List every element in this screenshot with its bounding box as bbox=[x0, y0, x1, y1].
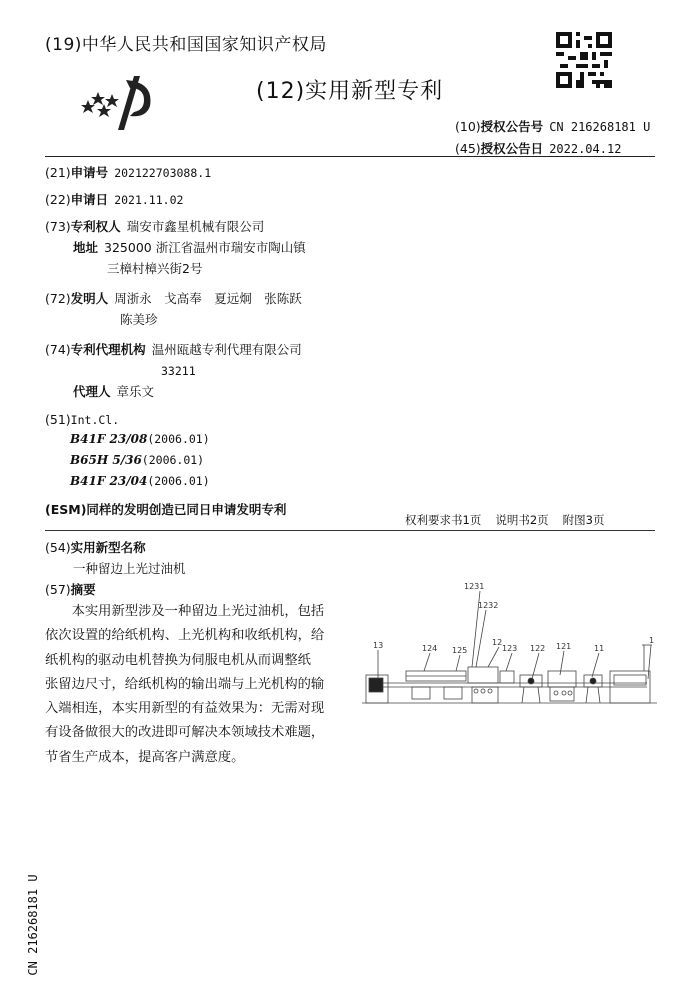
label-124: 124 bbox=[422, 644, 438, 653]
field-code: (51) bbox=[45, 412, 71, 427]
label-125: 125 bbox=[452, 646, 468, 655]
pub-date-code: (45) bbox=[455, 141, 481, 156]
ipc-version: (2006.01) bbox=[141, 453, 205, 467]
office-name: 中华人民共和国国家知识产权局 bbox=[81, 35, 327, 55]
field-value: 瑞安市鑫星机械有限公司 bbox=[126, 219, 265, 234]
field-label: 地址 bbox=[73, 240, 99, 255]
field-label: 摘要 bbox=[70, 582, 96, 597]
claims-count: 权利要求书1页 bbox=[405, 513, 482, 527]
inventors-field bbox=[45, 289, 302, 309]
publication-number-row bbox=[455, 117, 650, 135]
field-value: 温州瓯越专利代理有限公司 bbox=[151, 342, 302, 357]
qr-code-icon bbox=[556, 32, 612, 88]
label-1: 1 bbox=[649, 636, 655, 645]
field-value: 章乐文 bbox=[116, 384, 155, 399]
inventors-line2: 陈美珍 bbox=[120, 312, 158, 327]
field-code: (21) bbox=[45, 165, 71, 180]
agency-code: 33211 bbox=[161, 364, 196, 378]
document-type bbox=[256, 74, 443, 105]
field-label: 专利代理机构 bbox=[70, 342, 146, 357]
field-label: 实用新型名称 bbox=[70, 540, 146, 555]
ipc-item bbox=[70, 429, 210, 450]
esm-text: 同样的发明创造已同日申请发明专利 bbox=[86, 502, 287, 517]
agent-field bbox=[73, 382, 154, 402]
esm-code: (ESM) bbox=[45, 502, 87, 517]
side-text: CN 216268181 U bbox=[26, 874, 40, 976]
field-value: 周浙永 戈高奉 夏远炯 张陈跃 bbox=[114, 291, 302, 306]
abstract-line: 纸机构的驱动电机替换为伺服电机从而调整纸 bbox=[45, 652, 311, 668]
field-code: (54) bbox=[45, 540, 71, 555]
field-code: (74) bbox=[45, 342, 71, 357]
doc-type: 实用新型专利 bbox=[305, 79, 444, 104]
pub-date-label: 授权公告日 bbox=[480, 141, 544, 156]
abstract-line: 节省生产成本，提高客户满意度。 bbox=[45, 749, 245, 765]
label-122: 122 bbox=[530, 644, 546, 653]
abstract-body bbox=[45, 600, 341, 770]
field-value: 2021.11.02 bbox=[114, 193, 184, 207]
field-code: (57) bbox=[45, 582, 71, 597]
field-label: Int.Cl. bbox=[70, 413, 120, 427]
ipc-item bbox=[70, 450, 210, 471]
intcl-field bbox=[45, 410, 119, 430]
cnipa-emblem-icon bbox=[74, 72, 164, 134]
pub-no-label: 授权公告号 bbox=[480, 119, 544, 134]
vertical-publication-number bbox=[18, 870, 48, 980]
label-13: 13 bbox=[373, 641, 384, 650]
field-code: (72) bbox=[45, 291, 71, 306]
office-code: (19) bbox=[45, 35, 82, 55]
ipc-item bbox=[70, 471, 210, 492]
label-1231: 1231 bbox=[464, 582, 485, 591]
abstract-heading bbox=[45, 580, 96, 600]
utility-model-title: 一种留边上光过油机 bbox=[73, 561, 186, 576]
section-rule bbox=[45, 530, 655, 531]
header-rule bbox=[45, 156, 655, 157]
drawings-count: 附图3页 bbox=[562, 513, 605, 527]
ipc-version: (2006.01) bbox=[147, 474, 210, 488]
ipc-version: (2006.01) bbox=[147, 432, 210, 446]
patentee-field bbox=[45, 217, 264, 237]
page-counts bbox=[405, 512, 618, 528]
field-label: 申请日 bbox=[70, 192, 109, 207]
field-label: 专利权人 bbox=[70, 219, 121, 234]
app-no-field bbox=[45, 163, 211, 183]
ipc-code: B65H 5/36 bbox=[70, 453, 142, 467]
ipc-list bbox=[70, 429, 210, 492]
pub-no: CN 216268181 U bbox=[549, 120, 651, 134]
spec-count: 说明书2页 bbox=[495, 513, 549, 527]
ipc-code: B41F 23/04 bbox=[70, 474, 148, 488]
label-12: 12 bbox=[492, 638, 503, 647]
field-value: 325000 浙江省温州市瑞安市陶山镇 bbox=[104, 240, 306, 255]
title-heading bbox=[45, 538, 146, 558]
address-field bbox=[73, 238, 306, 258]
machine-drawing bbox=[352, 575, 667, 705]
field-value: 202122703088.1 bbox=[114, 166, 212, 180]
abstract-line: 依次设置的给纸机构、上光机构和收纸机构，给 bbox=[45, 628, 325, 644]
address-line2: 三樟村樟兴街2号 bbox=[107, 261, 203, 276]
field-label: 申请号 bbox=[70, 165, 109, 180]
pub-no-code: (10) bbox=[455, 119, 481, 134]
field-code: (73) bbox=[45, 219, 71, 234]
agency-field bbox=[45, 340, 302, 360]
abstract-line: 有设备做很大的改进即可解决本领域技术难题， bbox=[45, 725, 325, 741]
office-header bbox=[45, 30, 327, 55]
app-date-field bbox=[45, 190, 183, 210]
label-121: 121 bbox=[556, 642, 572, 651]
abstract-line: 入端相连，本实用新型的有益效果为：无需对现 bbox=[45, 701, 325, 717]
field-code: (22) bbox=[45, 192, 71, 207]
label-123: 123 bbox=[502, 644, 518, 653]
doc-type-code: (12) bbox=[256, 79, 306, 104]
field-label: 发明人 bbox=[70, 291, 109, 306]
publication-date-row bbox=[455, 139, 621, 157]
abstract-line: 张留边尺寸，给纸机构的输出端与上光机构的输 bbox=[45, 676, 325, 692]
esm-note bbox=[45, 500, 286, 520]
label-11: 11 bbox=[594, 644, 605, 653]
ipc-code: B41F 23/08 bbox=[70, 432, 148, 446]
pub-date: 2022.04.12 bbox=[549, 142, 622, 156]
abstract-line: 本实用新型涉及一种留边上光过油机，包括 bbox=[45, 604, 325, 619]
label-1232: 1232 bbox=[478, 601, 499, 610]
field-label: 代理人 bbox=[73, 384, 111, 399]
